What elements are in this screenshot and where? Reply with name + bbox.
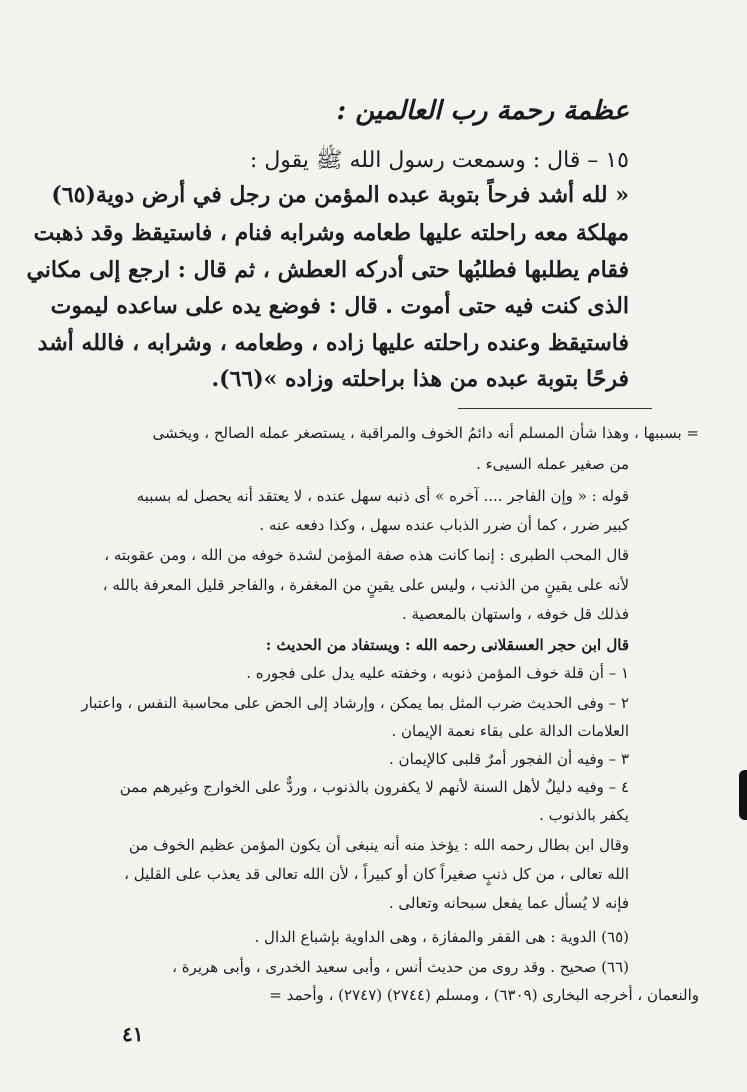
commentary-line: قال ابن حجر العسقلانى رحمه الله : ويستفاد من الحديث :	[265, 636, 629, 654]
commentary-line: العلامات الدالة على بقاء نعمة الإيمان .	[391, 722, 629, 740]
commentary-line: ٣ – وفيه أن الفجور أمرٌ قلبى كالإيمان .	[389, 750, 629, 768]
footnote-divider	[458, 408, 652, 409]
commentary-line: ٤ – وفيه دليلٌ لأهل السنة لأنهم لا يكفرون بالذنوب ، وردٌّ على الخوارج وغيرهم ممن	[119, 778, 629, 796]
footnote-65: (٦٥) الدوية : هى القفر والمفازة ، وهى الداوية بإشباع الدال .	[254, 928, 629, 946]
commentary-line: ٢ – وفى الحديث ضرب المثل بما يمكن ، وإرشاد إلى الحض على محاسبة النفس ، واعتبار	[81, 694, 629, 712]
hadith-intro: ١٥ – قال : وسمعت رسول الله ﷺ يقول :	[249, 148, 629, 173]
section-title: عظمة رحمة رب العالمين :	[336, 96, 629, 126]
commentary-line: من صغير عمله السيىء .	[476, 455, 629, 473]
commentary-line: قوله : « وإن الفاجر .... آخره » أى ذنبه سهل عنده ، لا يعتقد أنه يحصل له بسببه	[136, 487, 629, 505]
commentary-line: الله تعالى ، من كل ذنبٍ صغيراً كان أو كبيراً ، لأن الله تعالى قد يعذب على القليل ،	[124, 865, 629, 883]
commentary-line: قال المحب الطبرى : إنما كانت هذه صفة المؤمن لشدة خوفه من الله ، ومن عقوبته ،	[104, 546, 629, 564]
footnote-66-cont: والنعمان ، أخرجه البخارى (٦٣٠٩) ، ومسلم (٢٧٤٤) (٢٧٤٧) ، وأحمد =	[269, 986, 699, 1004]
hadith-line: فقام يطلبها فطلبُها حتى أدركه العطش ، ثم قال : ارجع إلى مكاني	[26, 257, 629, 283]
commentary-line: فإنه لا يُسأل عما يفعل سبحانه وتعالى .	[388, 894, 629, 912]
hadith-line: فرحًا بتوبة عبده من هذا براحلته وزاده »(٦٦).	[211, 366, 629, 392]
commentary-line: ١ – أن قلة خوف المؤمن ذنوبه ، وخفته عليه يدل على فجوره .	[246, 664, 629, 682]
commentary-line: = بسببها ، وهذا شأن المسلم أنه دائمُ الخوف والمراقبة ، يستصغر عمله الصالح ، ويخشى	[152, 424, 699, 442]
hadith-line: « لله أشد فرحاً بتوبة عبده المؤمن من رجل في أرض دوية(٦٥)	[51, 182, 629, 208]
commentary-line: وقال ابن بطال رحمه الله : يؤخذ منه أنه ينبغى أن يكون المؤمن عظيم الخوف من	[128, 836, 629, 854]
hadith-line: فاستيقظ وعنده راحلته عليها زاده ، وطعامه ، وشرابه ، فالله أشد	[37, 330, 629, 356]
commentary-line: لأنه على يقينٍ من الذنب ، وليس على يقينٍ من المغفرة ، والفاجر قليل المعرفة بالله ،	[102, 576, 629, 594]
hadith-line: الذى كنت فيه حتى أموت . قال : فوضع يده على ساعده ليموت	[50, 293, 629, 319]
page-number: ٤١	[122, 1022, 144, 1046]
footnote-66: (٦٦) صحيح . وقد روى من حديث أنس ، وأبى سعيد الخدرى ، وأبى هريرة ،	[172, 958, 629, 976]
commentary-line: كبير ضرر ، كما أن ضرر الذباب عنده سهل ، وكذا دفعه عنه .	[259, 516, 629, 534]
scan-edge-mark	[739, 770, 747, 820]
hadith-line: مهلكة معه راحلته عليها طعامه وشرابه فنام ، فاستيقظ وقد ذهبت	[33, 220, 629, 246]
commentary-line: فذلك قل خوفه ، واستهان بالمعصية .	[401, 605, 629, 623]
commentary-line: يكفر بالذنوب .	[539, 806, 629, 824]
